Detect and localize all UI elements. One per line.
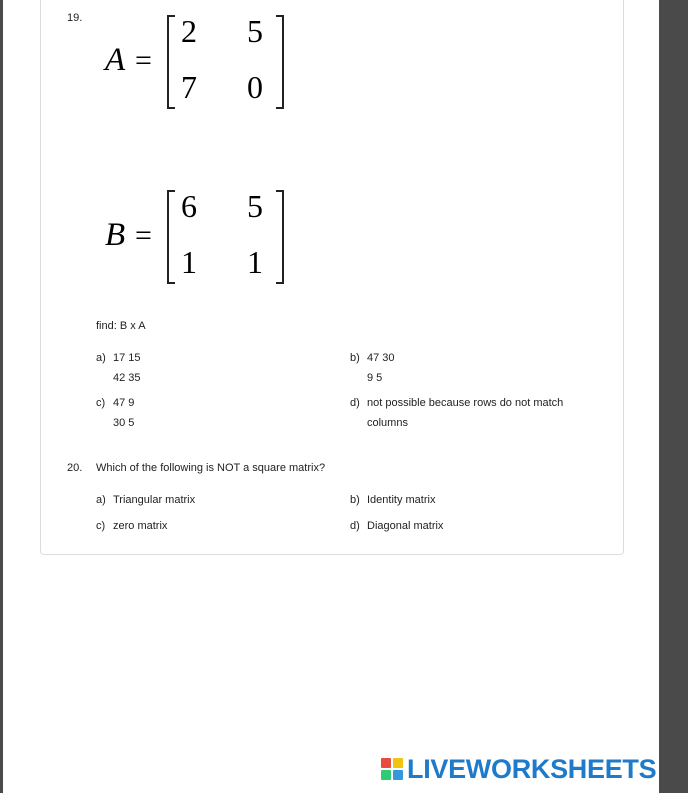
matrix-b [101,187,291,287]
q19-option-c-line1: 47 9 [113,397,135,409]
q19-option-b-line1: 47 30 [367,352,395,364]
question-20-number: 20. [67,462,83,474]
q20-option-b-text: Identity matrix [367,494,436,506]
q20-option-b-letter: b) [350,494,360,506]
matrix-a-r2c2: 0 [247,69,263,105]
viewer-background-right [659,0,688,793]
matrix-a-r1c2: 5 [247,13,263,49]
q20-option-c-letter: c) [96,520,106,532]
q19-option-d-line1: not possible because rows do not match [367,397,564,409]
matrix-a-r1c1: 2 [181,13,197,49]
matrix-b-name: B [105,217,126,253]
liveworksheets-logo-text: LIVEWORKSHEETS [407,754,657,784]
q19-option-b-letter: b) [350,352,360,364]
q19-option-a-line1: 17 15 [113,352,141,364]
q19-option-d-letter: d) [350,397,360,409]
q19-option-c-line2: 30 5 [113,417,135,429]
q20-option-d-letter: d) [350,520,360,532]
q19-option-b-line2: 9 5 [367,372,383,384]
matrix-b-equals: = [135,219,152,252]
q19-option-a-line2: 42 35 [113,372,141,384]
matrix-b-r2c1: 1 [181,244,197,280]
q19-option-a-letter: a) [96,352,106,364]
matrix-b-r1c1: 6 [181,188,197,224]
worksheet-page [3,0,659,793]
question-20-prompt: Which of the following is NOT a square matrix? [96,462,326,474]
matrix-a [101,12,291,112]
q20-option-c-text: zero matrix [113,520,168,532]
question-card [40,0,624,555]
q19-option-d-line2: columns [367,417,408,429]
q19-option-c-letter: c) [96,397,106,409]
liveworksheets-grid-icon [380,757,404,781]
matrix-b-r2c2: 1 [247,244,263,280]
q20-option-a-text: Triangular matrix [113,494,196,506]
q20-option-a-letter: a) [96,494,106,506]
matrix-b-r1c2: 5 [247,188,263,224]
matrix-a-equals: = [135,44,152,77]
liveworksheets-logo[interactable] [380,756,656,782]
matrix-a-r2c1: 7 [181,69,197,105]
question-19-number: 19. [67,12,83,24]
question-19-prompt: find: B x A [96,320,146,332]
matrix-a-name: A [105,42,126,78]
q20-option-d-text: Diagonal matrix [367,520,444,532]
